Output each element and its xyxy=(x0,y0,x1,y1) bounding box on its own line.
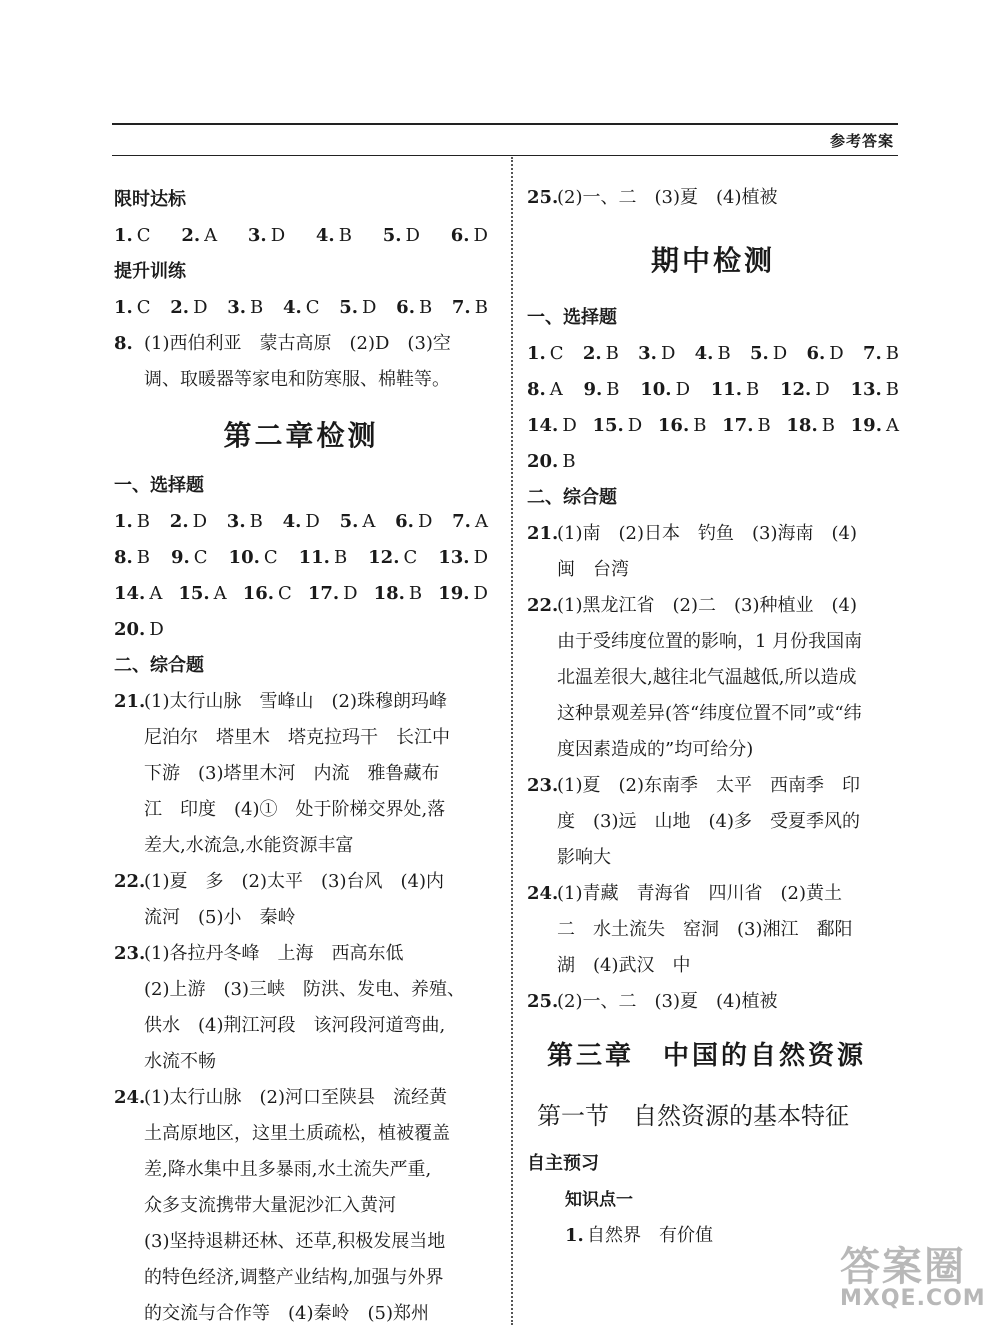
answer-choice: B xyxy=(746,379,760,400)
answer-line xyxy=(527,180,899,216)
answer-number: 2. xyxy=(170,297,190,318)
answer-line xyxy=(114,1008,488,1044)
answer-item xyxy=(316,218,352,254)
site-watermark-logo: 答案圈 MXQE.COM xyxy=(840,1244,986,1311)
answer-number: 17. xyxy=(307,583,340,604)
question-number: 25. xyxy=(527,187,559,208)
answer-line xyxy=(527,660,899,696)
answer-text: 尼泊尔 塔里木 塔克拉玛干 长江中 xyxy=(144,727,450,748)
mc-section-title: 一、选择题 xyxy=(114,475,204,496)
answer-number: 7. xyxy=(451,297,471,318)
answer-text: (2)一、二 (3)夏 (4)植被 xyxy=(557,187,778,208)
answer-text: 流河 (5)小 秦岭 xyxy=(144,907,296,928)
answer-item xyxy=(114,576,162,612)
answer-choice: A xyxy=(204,225,218,246)
answer-item xyxy=(114,290,151,326)
mid-question-23 xyxy=(527,768,899,876)
question-24 xyxy=(114,1080,488,1332)
answer-item xyxy=(711,372,760,408)
answer-text: 闽 台湾 xyxy=(557,559,629,580)
answer-item xyxy=(243,576,292,612)
mid-question-22 xyxy=(527,588,899,768)
answer-item xyxy=(592,408,642,444)
answer-line xyxy=(527,768,899,804)
question-23 xyxy=(114,936,488,1080)
answer-choice: B xyxy=(606,379,620,400)
answer-choice: A xyxy=(362,511,376,532)
answer-number: 7. xyxy=(862,343,882,364)
answer-line xyxy=(527,732,899,768)
answer-choice: A xyxy=(885,415,899,436)
answer-item xyxy=(283,504,320,540)
answer-number: 5. xyxy=(339,511,359,532)
answer-number: 18. xyxy=(373,583,405,604)
answer-choice: B xyxy=(885,343,899,364)
answer-item xyxy=(368,540,417,576)
answer-choice: B xyxy=(693,415,707,436)
mid-question-21 xyxy=(527,516,899,588)
answer-item xyxy=(170,504,207,540)
answer-line xyxy=(527,552,899,588)
mc-section-title: 一、选择题 xyxy=(527,307,617,328)
answer-choice: D xyxy=(473,547,488,568)
answer-number: 4. xyxy=(282,511,302,532)
answer-row xyxy=(114,540,488,576)
header-rule-top xyxy=(112,123,898,125)
question-22 xyxy=(114,864,488,936)
answer-number: 13. xyxy=(850,379,882,400)
answer-item xyxy=(438,540,488,576)
answer-choice: B xyxy=(136,547,151,568)
answer-line xyxy=(114,1260,488,1296)
answer-line xyxy=(527,624,899,660)
question-25-ch2 xyxy=(527,180,899,216)
answer-text: (2)上游 (3)三峡 防洪、发电、养殖、 xyxy=(144,979,465,1000)
answer-line xyxy=(114,756,488,792)
answer-choice: B xyxy=(136,511,151,532)
answer-line xyxy=(527,696,899,732)
answer-item xyxy=(181,218,217,254)
answer-line xyxy=(527,948,899,984)
answer-number: 14. xyxy=(114,583,146,604)
answer-choice: D xyxy=(660,343,676,364)
answer-line xyxy=(114,1188,488,1224)
answer-number: 15. xyxy=(592,415,624,436)
answer-line xyxy=(114,684,488,720)
answer-choice: D xyxy=(270,225,286,246)
answer-text: 供水 (4)荆江河段 该河段河道弯曲, xyxy=(144,1015,446,1036)
answer-item xyxy=(114,540,150,576)
answer-number: 13. xyxy=(438,547,470,568)
answer-item xyxy=(283,290,320,326)
answer-choice: B xyxy=(821,415,835,436)
answer-number: 15. xyxy=(178,583,210,604)
answer-item xyxy=(722,408,771,444)
answer-number: 12. xyxy=(368,547,400,568)
header-rule-bottom xyxy=(112,155,898,156)
answer-item xyxy=(170,290,207,326)
answer-item xyxy=(114,218,151,254)
answer-choice: D xyxy=(305,511,320,532)
answer-item xyxy=(527,444,576,480)
answer-choice: C xyxy=(136,297,151,318)
answer-item xyxy=(374,576,423,612)
answer-item xyxy=(395,504,432,540)
answer-number: 9. xyxy=(583,379,603,400)
answer-number: 4. xyxy=(282,297,302,318)
answer-line xyxy=(527,840,899,876)
answer-row xyxy=(114,612,488,648)
answer-item xyxy=(638,336,675,372)
answer-number: 5. xyxy=(382,225,402,246)
answer-item xyxy=(396,290,432,326)
answer-number: 9. xyxy=(171,547,190,568)
chapter2-test-title: 第二章检测 xyxy=(223,419,379,452)
answer-line xyxy=(527,912,899,948)
answer-line xyxy=(114,1044,488,1080)
answer-item xyxy=(451,218,488,254)
answer-number: 20. xyxy=(114,619,146,640)
chapter3-title: 第三章 中国的自然资源 xyxy=(547,1041,867,1071)
answer-item xyxy=(227,290,263,326)
question-number: 22. xyxy=(114,871,146,892)
question-number: 21. xyxy=(114,691,146,712)
answer-number: 1. xyxy=(114,297,133,318)
answer-text: (1)青藏 青海省 四川省 (2)黄土 xyxy=(557,883,842,904)
answer-number: 8. xyxy=(114,547,133,568)
answer-choice: C xyxy=(305,297,320,318)
comp-section-title: 二、综合题 xyxy=(527,487,617,508)
answer-item xyxy=(786,408,835,444)
answer-choice: D xyxy=(772,343,788,364)
answer-choice: D xyxy=(473,583,488,604)
self-preview-title: 自主预习 xyxy=(527,1153,599,1174)
knowledge-point-title: 知识点一 xyxy=(565,1190,633,1210)
answer-text: 北温差很大,越往北气温越低,所以造成 xyxy=(557,667,857,688)
answer-number: 11. xyxy=(298,547,330,568)
answer-row xyxy=(114,504,488,540)
answer-text: (1)太行山脉 雪峰山 (2)珠穆朗玛峰 xyxy=(144,691,447,712)
answer-line xyxy=(114,864,488,900)
answer-number: 2. xyxy=(169,511,189,532)
question-number: 23. xyxy=(114,943,146,964)
answer-text: (1)各拉丹冬峰 上海 西高东低 xyxy=(144,943,404,964)
answer-choice: B xyxy=(605,343,619,364)
answer-choice: B xyxy=(717,343,731,364)
answer-choice: D xyxy=(562,415,577,436)
answer-choice: A xyxy=(213,583,227,604)
answer-choice: B xyxy=(408,583,423,604)
question-8: 8. (1)西伯利亚 蒙古高原 (2)D (3)空 xyxy=(114,333,451,354)
answer-item xyxy=(178,576,226,612)
question-number: 25. xyxy=(527,991,559,1012)
answer-choice: A xyxy=(474,511,488,532)
answer-choice: B xyxy=(333,547,348,568)
answer-number: 4. xyxy=(315,225,335,246)
mid-question-24 xyxy=(527,876,899,984)
answer-choice: A xyxy=(149,583,163,604)
answer-item xyxy=(171,540,208,576)
answer-choice: C xyxy=(549,343,564,364)
answer-choice: C xyxy=(193,547,208,568)
answer-number: 16. xyxy=(657,415,690,436)
answer-text: 下游 (3)塔里木河 内流 雅鲁藏布 xyxy=(144,763,440,784)
answer-choice: D xyxy=(192,511,208,532)
answer-number: 6. xyxy=(806,343,826,364)
answer-text: (1)太行山脉 (2)河口至陕县 流经黄 xyxy=(144,1087,447,1108)
answer-number: 1. xyxy=(114,225,133,246)
answer-text: 湖 (4)武汉 中 xyxy=(557,955,691,976)
answer-item xyxy=(452,290,488,326)
answer-choice: D xyxy=(405,225,420,246)
answer-line xyxy=(114,1116,488,1152)
answer-number: 20. xyxy=(527,451,559,472)
answer-item xyxy=(806,336,843,372)
answer-number: 3. xyxy=(247,225,267,246)
question-number: 23. xyxy=(527,775,559,796)
answer-number: 6. xyxy=(396,297,415,318)
answer-row xyxy=(527,444,899,480)
question-number: 24. xyxy=(527,883,559,904)
answer-text: 度 (3)远 山地 (4)多 受夏季风的 xyxy=(557,811,860,832)
answer-choice: C xyxy=(136,225,151,246)
answer-item xyxy=(229,540,278,576)
answer-item xyxy=(248,218,285,254)
answer-choice: D xyxy=(627,415,643,436)
answer-choice: D xyxy=(675,379,690,400)
answer-line xyxy=(114,720,488,756)
answer-choice: D xyxy=(417,511,433,532)
answer-item xyxy=(527,336,564,372)
answer-item xyxy=(527,408,577,444)
question-number: 24. xyxy=(114,1087,146,1108)
answer-item xyxy=(850,372,899,408)
answer-choice: D xyxy=(473,225,488,246)
answer-line xyxy=(114,900,488,936)
answer-number: 12. xyxy=(779,379,812,400)
answer-number: 2. xyxy=(181,225,201,246)
answer-number: 17. xyxy=(722,415,754,436)
answer-choice: B xyxy=(757,415,771,436)
answer-text: 土高原地区，这里土质疏松，植被覆盖 xyxy=(144,1123,450,1144)
answer-item xyxy=(750,336,787,372)
answer-text: 由于受纬度位置的影响，1 月份我国南 xyxy=(557,631,863,652)
answer-line xyxy=(114,1224,488,1260)
left-column xyxy=(114,182,488,1332)
answer-text: (1)夏 (2)东南季 太平 西南季 印 xyxy=(557,775,860,796)
answer-line xyxy=(114,792,488,828)
answer-number: 6. xyxy=(450,225,470,246)
answer-item xyxy=(658,408,707,444)
answer-item xyxy=(527,372,563,408)
answer-line xyxy=(527,516,899,552)
answer-choice: B xyxy=(250,297,264,318)
answer-text: 二 水土流失 窑洞 (3)湘江 鄱阳 xyxy=(557,919,853,940)
comp-section-title: 二、综合题 xyxy=(114,655,204,676)
answer-text: 度因素造成的”均可给分) xyxy=(557,739,754,760)
answer-choice: B xyxy=(885,379,899,400)
answer-number: 11. xyxy=(710,379,743,400)
knowledge-item-1: 1. 自然界 有价值 xyxy=(565,1225,713,1246)
answer-number: 18. xyxy=(786,415,818,436)
answer-choice: D xyxy=(343,583,358,604)
answer-item xyxy=(299,540,348,576)
answer-number: 6. xyxy=(395,511,414,532)
answer-row xyxy=(114,218,488,254)
answer-row xyxy=(114,290,488,326)
answer-text: (3)坚持退耕还林、还草,积极发展当地 xyxy=(144,1231,446,1252)
answer-number: 19. xyxy=(438,583,470,604)
mid-question-25 xyxy=(527,984,899,1020)
answer-item xyxy=(114,504,150,540)
answer-text: (1)黑龙江省 (2)二 (3)种植业 (4) xyxy=(557,595,857,616)
answer-number: 3. xyxy=(638,343,657,364)
answer-choice: D xyxy=(362,297,377,318)
section1-title: 第一节 自然资源的基本特征 xyxy=(537,1102,849,1130)
column-divider xyxy=(511,157,513,1325)
answer-row xyxy=(114,576,488,612)
answer-number: 19. xyxy=(850,415,882,436)
answer-number: 10. xyxy=(228,547,260,568)
answer-line xyxy=(114,828,488,864)
answer-number: 7. xyxy=(452,511,471,532)
answer-line xyxy=(114,972,488,1008)
answer-number: 10. xyxy=(640,379,672,400)
answer-number: 3. xyxy=(227,297,247,318)
answer-item xyxy=(438,576,488,612)
answer-item xyxy=(383,218,420,254)
answer-choice: B xyxy=(474,297,488,318)
answer-number: 8. xyxy=(527,379,546,400)
answer-line xyxy=(527,984,899,1020)
answer-text: 影响大 xyxy=(557,847,611,868)
answer-item xyxy=(863,336,899,372)
answer-choice: D xyxy=(815,379,830,400)
answer-choice: D xyxy=(149,619,164,640)
answer-line xyxy=(114,1296,488,1332)
midterm-title: 期中检测 xyxy=(650,244,775,277)
answer-number: 2. xyxy=(582,343,602,364)
answer-text: 差,降水集中且多暴雨,水土流失严重, xyxy=(144,1159,432,1180)
answer-line xyxy=(114,1080,488,1116)
answer-row xyxy=(527,408,899,444)
answer-number: 14. xyxy=(527,415,559,436)
answer-line xyxy=(527,588,899,624)
answer-text: (1)南 (2)日本 钓鱼 (3)海南 (4) xyxy=(557,523,857,544)
answer-item xyxy=(583,336,619,372)
right-column xyxy=(527,180,899,1254)
answer-choice: D xyxy=(829,343,844,364)
answer-number: 16. xyxy=(242,583,275,604)
answer-text: 众多支流携带大量泥沙汇入黄河 xyxy=(144,1195,396,1216)
running-header-title: 参考答案 xyxy=(829,132,894,150)
answer-choice: A xyxy=(549,379,563,400)
answer-text: 的交流与合作等 (4)秦岭 (5)郑州 xyxy=(144,1303,429,1324)
question-number: 22. xyxy=(527,595,559,616)
answer-line xyxy=(527,876,899,912)
answer-item xyxy=(452,504,488,540)
answer-item xyxy=(695,336,731,372)
answer-item xyxy=(780,372,830,408)
answer-item xyxy=(851,408,899,444)
answer-choice: D xyxy=(193,297,208,318)
answer-item xyxy=(114,612,164,648)
answer-choice: C xyxy=(263,547,278,568)
answer-text: 水流不畅 xyxy=(144,1051,216,1072)
answer-item xyxy=(340,504,376,540)
question-21 xyxy=(114,684,488,864)
answer-text: (2)一、二 (3)夏 (4)植被 xyxy=(557,991,778,1012)
answer-text: 差大,水流急,水能资源丰富 xyxy=(144,835,354,856)
answer-text: 的特色经济,调整产业结构,加强与外界 xyxy=(144,1267,444,1288)
answer-item xyxy=(339,290,376,326)
answer-text: (1)夏 多 (2)太平 (3)台风 (4)内 xyxy=(144,871,444,892)
answer-text: 这种景观差异(答“纬度位置不同”或“纬 xyxy=(557,703,862,724)
answer-number: 4. xyxy=(694,343,714,364)
answer-row xyxy=(527,336,899,372)
answer-choice: B xyxy=(562,451,576,472)
section-title-improve: 提升训练 xyxy=(114,261,186,282)
question-number: 21. xyxy=(527,523,559,544)
answer-item xyxy=(584,372,620,408)
question-8-cont: 调、取暖器等家电和防寒服、棉鞋等。 xyxy=(144,369,450,390)
answer-item xyxy=(640,372,690,408)
answer-choice: B xyxy=(418,297,433,318)
answer-line xyxy=(527,804,899,840)
answer-text: 江 印度 (4)① 处于阶梯交界处,落 xyxy=(144,799,446,820)
answer-number: 1. xyxy=(114,511,133,532)
answer-choice: B xyxy=(249,511,263,532)
answer-number: 5. xyxy=(339,297,359,318)
answer-item xyxy=(308,576,358,612)
section-title-timed: 限时达标 xyxy=(114,189,186,210)
answer-number: 1. xyxy=(527,343,546,364)
answer-choice: C xyxy=(278,583,292,604)
answer-row xyxy=(527,372,899,408)
answer-number: 5. xyxy=(749,343,769,364)
answer-choice: C xyxy=(403,547,418,568)
answer-number: 3. xyxy=(226,511,246,532)
answer-line xyxy=(114,1152,488,1188)
answer-line xyxy=(114,936,488,972)
answer-choice: B xyxy=(338,225,352,246)
answer-item xyxy=(227,504,263,540)
